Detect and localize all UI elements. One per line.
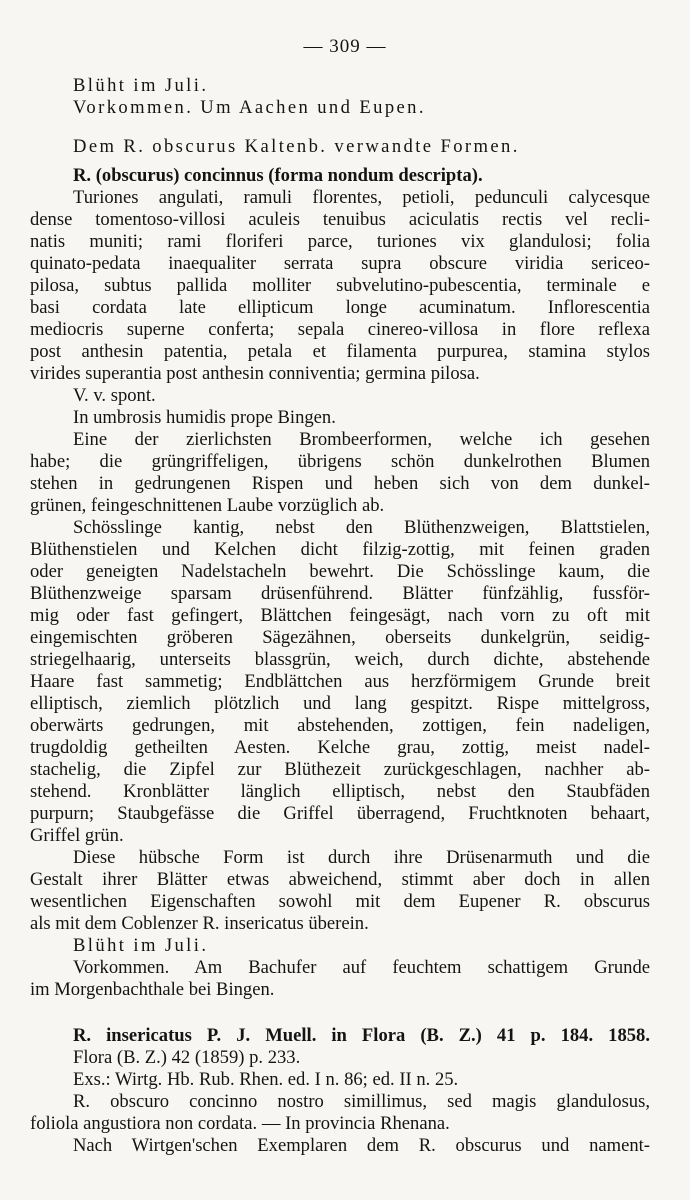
text-line: stehend. Kronblätter länglich elliptisch, nebst den Staubfäden [30, 781, 650, 802]
text-line: pilosa, subtus pallida molliter subvelutino-pubescentia, terminale e [30, 275, 650, 296]
text-line: natis muniti; rami floriferi parce, turiones vix glandulosi; folia [30, 231, 650, 252]
text-line: Schösslinge kantig, nebst den Blüthenzweigen, Blattstielen, [73, 517, 650, 538]
text-line: im Morgenbachthale bei Bingen. [30, 979, 275, 1000]
text-line: Blüthenzweige sparsam drüsenführend. Blätter fünfzählig, fussför- [30, 583, 650, 604]
species-heading: R. insericatus P. J. Muell. in Flora (B. Z.) 41 p. 184. 1858. [73, 1025, 650, 1046]
section-heading: Dem R. obscurus Kaltenb. verwandte Formen. [73, 136, 520, 157]
text-line: virides superantia post anthesin conniventia; germina pilosa. [30, 363, 480, 384]
text-line: Turiones angulati, ramuli florentes, petioli, pedunculi calycesque [73, 187, 650, 208]
text-line: V. v. spont. [73, 385, 156, 406]
text-line: striegelhaarig, unterseits blassgrün, weich, durch dichte, abstehende [30, 649, 650, 670]
text-line: habe; die grüngriffeligen, übrigens schön dunkelrothen Blumen [30, 451, 650, 472]
text-line: grünen, feingeschnittenen Laube vorzüglich ab. [30, 495, 385, 516]
text-line: Blüht im Juli. [73, 75, 209, 96]
text-line: Haare fast sammetig; Endblättchen aus herzförmigem Grunde breit [30, 671, 650, 692]
text-line: oder geneigten Nadelstacheln bewehrt. Die Schösslinge kaum, die [30, 561, 650, 582]
text-line: Nach Wirtgen'schen Exemplaren dem R. obscurus und nament- [73, 1135, 650, 1156]
text-line: dense tomentoso-villosi aculeis tenuibus aciculatis rectis vel recli- [30, 209, 650, 230]
text-line: R. obscuro concinno nostro simillimus, sed magis glandulosus, [73, 1091, 650, 1112]
text-line: post anthesin patentia, petala et filamenta purpurea, stamina stylos [30, 341, 650, 362]
text-line: Vorkommen. Um Aachen und Eupen. [73, 97, 426, 118]
text-line: mig oder fast gefingert, Blättchen feingesägt, nach vorn zu oft mit [30, 605, 650, 626]
text-line: Blüht im Juli. [73, 935, 209, 956]
text-line: Griffel grün. [30, 825, 124, 846]
text-line: Gestalt ihrer Blätter etwas abweichend, stimmt aber doch in allen [30, 869, 650, 890]
text-line: basi cordata late ellipticum longe acuminatum. Inflorescentia [30, 297, 650, 318]
text-line: wesentlichen Eigenschaften sowohl mit dem Eupener R. obscurus [30, 891, 650, 912]
text-line: Eine der zierlichsten Brombeerformen, welche ich gesehen [73, 429, 650, 450]
text-line: purpurn; Staubgefässe die Griffel überragend, Fruchtknoten behaart, [30, 803, 650, 824]
text-line: In umbrosis humidis prope Bingen. [73, 407, 336, 428]
text-line: quinato-pedata inaequaliter serrata supra obscure viridia sericeo- [30, 253, 650, 274]
text-line: oberwärts gedrungen, mit abstehenden, zottigen, fein nadeligen, [30, 715, 650, 736]
text-line: mediocris superne conferta; sepala cinereo-villosa in flore reflexa [30, 319, 650, 340]
text-line: als mit dem Coblenzer R. insericatus überein. [30, 913, 369, 934]
text-line: foliola angustiora non cordata. — In provincia Rhenana. [30, 1113, 450, 1134]
page-number: — 309 — [303, 36, 387, 57]
text-line: Vorkommen. Am Bachufer auf feuchtem schattigem Grunde [73, 957, 650, 978]
text-line: Flora (B. Z.) 42 (1859) p. 233. [73, 1047, 301, 1068]
text-line: Blüthenstielen und Kelchen dicht filzig-zottig, mit feinen graden [30, 539, 650, 560]
text-line: Diese hübsche Form ist durch ihre Drüsenarmuth und die [73, 847, 650, 868]
text-line: eingemischten gröberen Sägezähnen, oberseits dunkelgrün, seidig- [30, 627, 650, 648]
species-heading: R. (obscurus) concinnus (forma nondum descripta). [73, 165, 483, 186]
text-line: Exs.: Wirtg. Hb. Rub. Rhen. ed. I n. 86; ed. II n. 25. [73, 1069, 459, 1090]
text-line: stachelig, die Zipfel zur Blüthezeit zurückgeschlagen, nachher ab- [30, 759, 650, 780]
text-line: stehen in gedrungenen Rispen und heben sich von dem dunkel- [30, 473, 650, 494]
text-line: trugdoldig getheilten Aesten. Kelche grau, zottig, meist nadel- [30, 737, 650, 758]
text-line: elliptisch, ziemlich plötzlich und lang gespitzt. Rispe mittelgross, [30, 693, 650, 714]
